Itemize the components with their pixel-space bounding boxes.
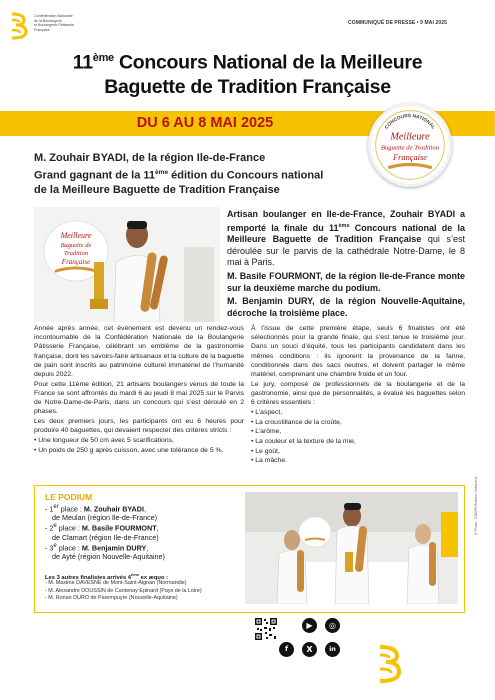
photo-credit: © Photo : CNBPF/Antoine Veleyrend [474,476,478,535]
svg-text:Française: Française [393,152,427,162]
finalists-heading: Les 3 autres finalistes arrivés 4ème ex æquo : [45,572,169,581]
podium-box [34,485,465,613]
cnbpf-logo [10,12,28,40]
x-icon[interactable]: X [302,642,317,657]
press-release-label: COMMUNIQUÉ DE PRESSE • 9 MAI 2025 [348,20,447,26]
youtube-icon[interactable]: ▶ [302,618,317,633]
intro-text: Artisan boulanger en Ile-de-France, Zouhair BYADI a remporté la finale du 11ème Concours national de la Meilleure Baguette de Tradition Française qui s’est déroulée sur le parvis de la cathédrale Notre-Dame, le 8 mai à Paris. M. Basile FOURMONT, de la région Ile-de-France monte sur la deuxième marche du podium. M. Benjamin DURY, de la région Nouvelle-Aquitaine, décroche la troisième place. [227,209,465,318]
list-item: - M. Maxime DAVESNE de Mont-Saint-Aignan (Normandie) [45,580,187,586]
linkedin-icon[interactable]: in [325,642,340,657]
svg-text:Baguette de Tradition: Baguette de Tradition [380,144,440,152]
page-title: 11ème Concours National de la Meilleure Baguette de Tradition Française [72,51,423,98]
winner-photo [34,207,220,322]
svg-text:Meilleure: Meilleure [390,131,430,143]
date-range: DU 6 AU 8 MAI 2025 [136,115,274,131]
podium-photo [245,492,458,604]
body-column-left: Année après année, cet événement est devenu un rendez-vous incontournable de la Confédération Nationale de la Boulangerie Pâtisserie Française, célébrant un emblème de la gastronomie française, dont les savoirs-faire artisanaux et la culture de la baguette de pain sont inscrits au patrimoine culturel immatériel de l’humanité depuis 2022. Pour cette 11ème édition, 21 artisans boulangers venus de toute la France se sont affrontés du mardi 6 au jeudi 8 mai 2025 sur le Parvis de Notre-Dame-de-Paris, dans un concours qui s’est déroulé en 2 phases. Les deux premiers jours, les participants ont eu 6 heures pour produire 40 baguettes, qui devaient respecter des critères stricts : • Une longueur de 50 cm avec 5 scarifications, • Un poids de 250 g après cuisson, avec une tolérance de 5 %. [34,325,244,454]
body-column-right: À l’issue de cette première étape, seuls 6 finalistes ont été sélectionnés pour la grande finale, qui s’est tenue le troisième jour. Dans un souci d’équité, tous les participants candidatent dans les mêmes conditions : ils ignorent la provenance de la farine, conditionnée dans des sacs neutres, et doivent partager le même matériel, comprenant une chambre froide et un four. Le jury, composé de professionnels de la boulangerie et de la gastronomie, ainsi que de personnalités, a évalué les baguettes selon 6 critères essentiels : • L’aspect, • La croustillance de la croûte, • L’arôme, • La couleur et la texture de la mie, • Le goût, • La mâche. [251,325,465,465]
svg-text:Meilleure: Meilleure [60,231,92,240]
organization-name: Confédération Nationale de la Boulangerie et Boulangerie-Pâtisserie Française [34,14,75,32]
social-links [255,618,365,688]
podium-list: - 1er place : M. Zouhair BYADI, de Meulan (région Ile-de-France) - 2e place : M. Basile FOURMONT, de Clamart (région Ile-de-France) - 3e place : M. Benjamin DURY, de Ayté (région Nouvelle-Aquitaine) [45,504,165,562]
list-item: - M. Ronan DURO de Parempuyre (Nouvelle-Aquitaine) [45,595,178,602]
qr-code-icon[interactable] [255,618,277,640]
cnbpf-logo-bottom [378,645,402,683]
contest-badge [368,103,452,187]
svg-text:Tradition: Tradition [63,250,89,257]
svg-text:CONCOURS NATIONAL: CONCOURS NATIONAL [384,114,436,131]
svg-text:Française: Française [61,258,91,266]
facebook-icon[interactable]: f [279,642,294,657]
instagram-icon[interactable]: ◎ [325,618,340,633]
winner-headline: M. Zouhair BYADI, de la région Ile-de-France Grand gagnant de la 11ème édition du Concours national de la Meilleure Baguette de Tradition Française [34,152,324,196]
podium-title: LE PODIUM [45,492,93,502]
finalists-list [45,580,202,603]
list-item: - M. Alexandre DOUSSIN de Cantenay Epinard (Pays de la Loire) [45,587,202,594]
svg-text:Baguette de: Baguette de [60,242,92,249]
